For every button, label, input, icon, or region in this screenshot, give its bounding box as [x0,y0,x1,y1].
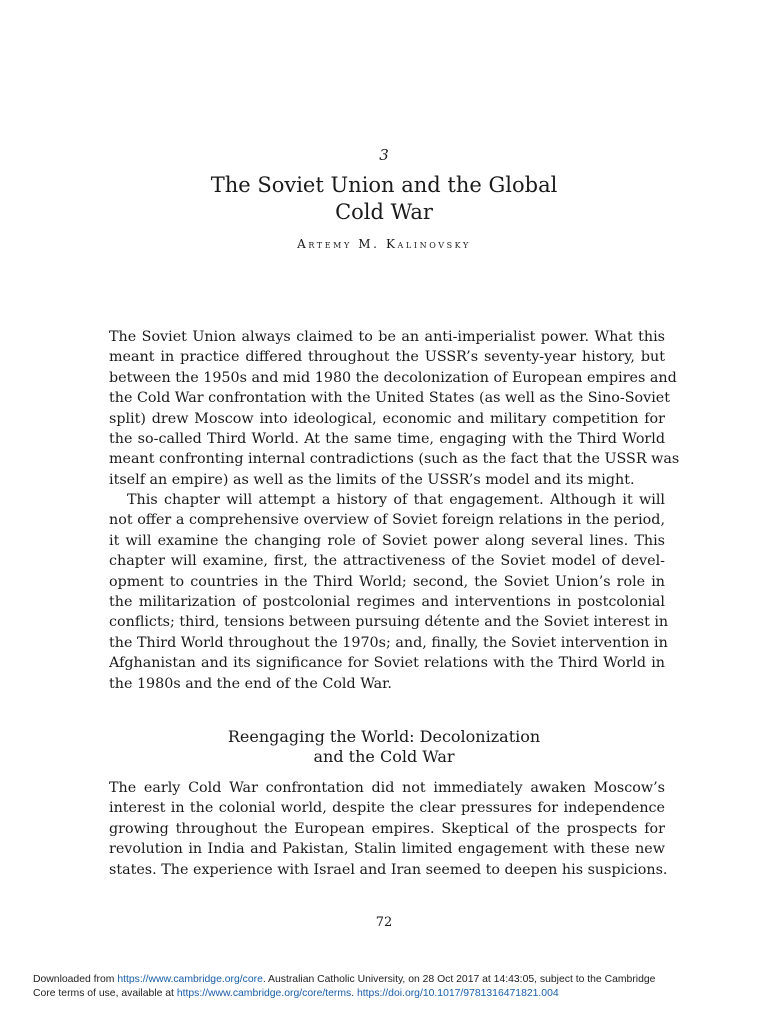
section-heading-line: and the Cold War [313,747,455,766]
text-line: growing throughout the European empires. Skeptical of the prospects for [109,820,665,837]
text-line: the militarization of postcolonial regimes and interventions in postcolonial [109,594,665,611]
section-paragraph [109,778,668,880]
footer-text: . [351,988,357,999]
text-line: the Third World throughout the 1970s; and, finally, the Soviet intervention in [109,634,668,651]
doi-link[interactable]: https://doi.org/10.1017/9781316471821.004 [357,988,559,999]
text-line: conflicts; third, tensions between pursuing détente and the Soviet interest in [109,614,669,631]
page-number: 72 [375,915,393,930]
chapter-title-line: Cold War [335,200,433,224]
paragraph-1 [109,327,680,490]
paragraph-2 [109,490,669,694]
text-line: split) drew Moscow into ideological, economic and military competition for [109,410,665,427]
text-line: not offer a comprehensive overview of Soviet foreign relations in the period, [109,512,665,529]
chapter-title-line: The Soviet Union and the Global [210,173,558,197]
text-line: states. The experience with Israel and Iran seemed to deepen his suspicions. [109,861,668,878]
text-line: interest in the colonial world, despite the clear pressures for independence [109,800,665,817]
footer-text: Core terms of use, available at [33,988,177,999]
text-line: meant in practice differed throughout the USSR’s seventy-year history, but [109,349,665,366]
text-line: the 1980s and the end of the Cold War. [109,675,392,692]
footer-text: Downloaded from [33,974,118,985]
text-line: This chapter will attempt a history of that engagement. Although it will [127,492,665,508]
footer-line-2 [33,987,738,1001]
chapter-number: 3 [379,146,389,164]
text-line: revolution in India and Pakistan, Stalin limited engagement with these new [109,841,665,858]
text-line: opment to countries in the Third World; second, the Soviet Union’s role in [109,573,665,590]
section-heading [0,727,768,767]
text-line: the Cold War confrontation with the United States (as well as the Sino-Soviet [109,390,670,407]
section-heading-line: Reengaging the World: Decolonization [227,727,541,746]
text-line: The early Cold War confrontation did not immediately awaken Moscow’s [109,780,665,796]
text-line: between the 1950s and mid 1980 the decolonization of European empires and [109,369,677,386]
text-line: Afghanistan and its significance for Soviet relations with the Third World in [109,655,665,672]
cambridge-core-link[interactable]: https://www.cambridge.org/core [117,974,263,985]
text-line: meant confronting internal contradictions (such as the fact that the USSR was [109,451,680,468]
chapter-title [0,172,768,226]
chapter-author: Artemy M. Kalinovsky [297,237,471,251]
text-line: The Soviet Union always claimed to be an anti-imperialist power. What this [109,329,665,345]
terms-link[interactable]: https://www.cambridge.org/core/terms [176,988,352,999]
text-line: itself an empire) as well as the limits of the USSR’s model and its might. [109,471,635,488]
text-line: the so-called Third World. At the same time, engaging with the Third World [109,431,665,448]
download-footer [33,973,738,1001]
footer-text: . Australian Catholic University, on 28 Oct 2017 at 14:43:05, subject to the Cambridge [262,974,656,985]
text-line: chapter will examine, first, the attractiveness of the Soviet model of devel- [109,553,665,570]
footer-line-1 [33,973,738,987]
text-line: it will examine the changing role of Soviet power along several lines. This [109,532,665,549]
